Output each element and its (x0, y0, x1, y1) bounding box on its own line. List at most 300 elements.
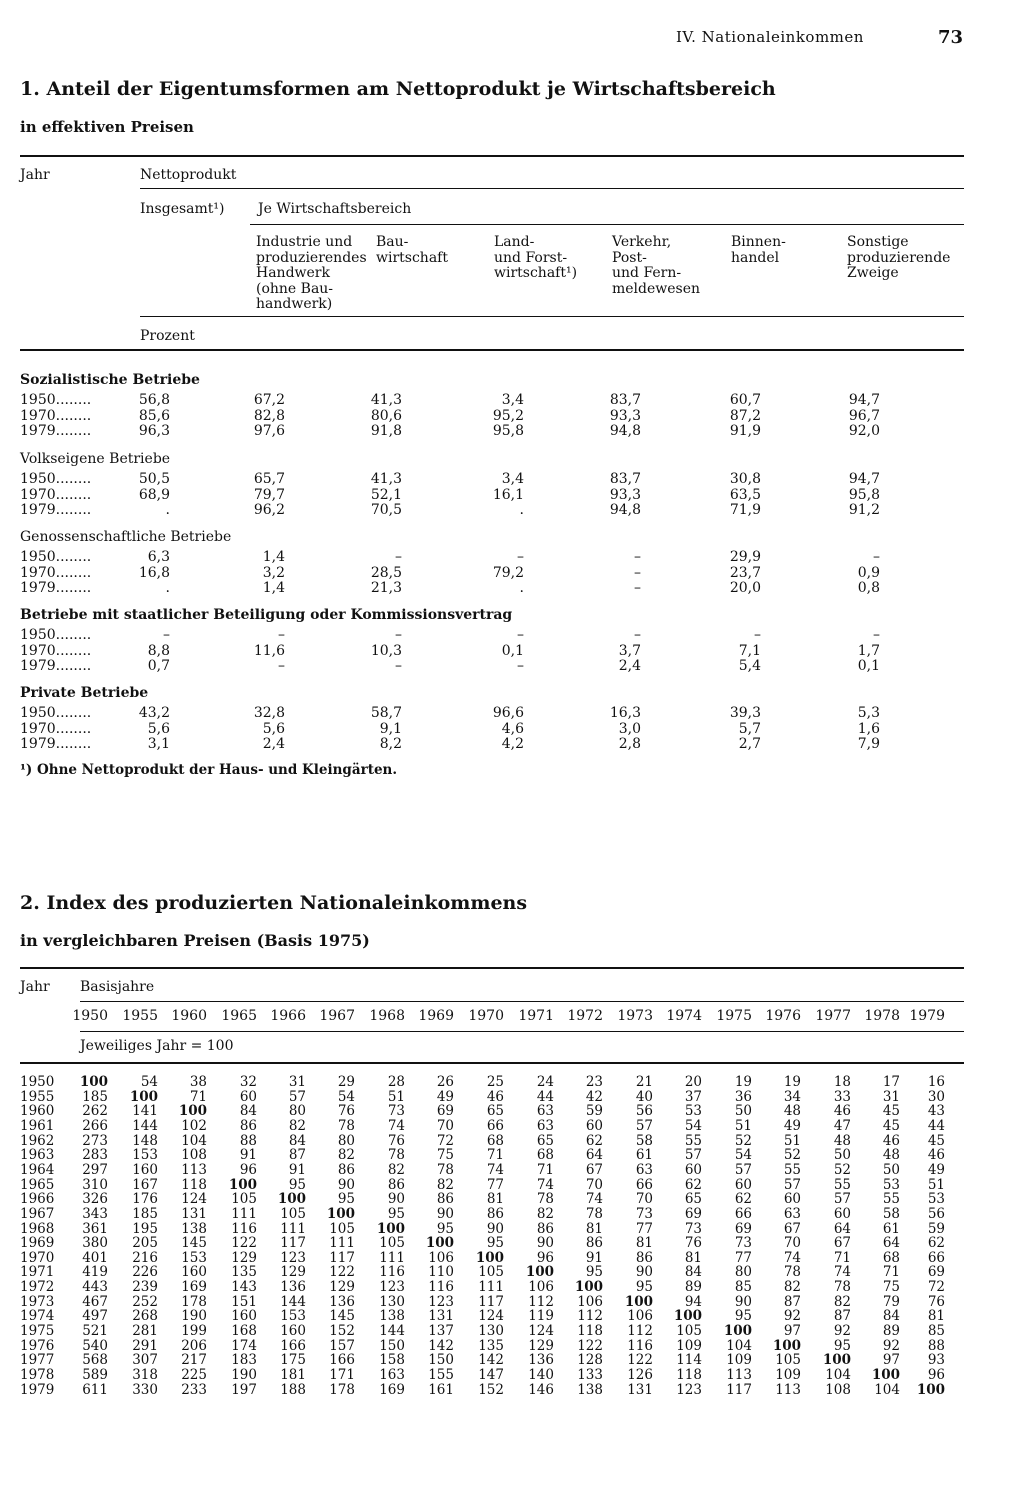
table-cell: 95 (436, 1220, 454, 1237)
table-cell: 69 (684, 1205, 702, 1222)
table1-col-bau: Bau- wirtschaft (376, 234, 448, 266)
row-year-label: 1961 (20, 1117, 55, 1134)
table-cell: 70 (783, 1235, 801, 1252)
table-cell: 75 (436, 1147, 454, 1164)
table-cell: 29,9 (729, 549, 761, 565)
table-cell: 78 (585, 1205, 603, 1222)
table-cell: 77 (486, 1176, 504, 1193)
table-cell: 19 (783, 1074, 801, 1090)
table-cell: 80,6 (370, 407, 402, 424)
row-year-label: 1979........ (20, 423, 92, 439)
table-cell: 41,3 (370, 392, 402, 408)
row-year-label: 1978 (20, 1367, 55, 1383)
table-cell: 105 (379, 1235, 405, 1252)
table-cell: 118 (676, 1367, 702, 1383)
table-cell: 49 (927, 1161, 945, 1178)
table-cell: 108 (181, 1147, 207, 1164)
table-cell: 123 (280, 1249, 306, 1266)
table-cell: 81 (635, 1235, 653, 1252)
table-cell: 273 (82, 1132, 108, 1149)
table-cell: 161 (428, 1381, 454, 1398)
table-cell: 97,6 (253, 423, 285, 439)
table-cell: 266 (82, 1117, 108, 1134)
table-cell: 113 (726, 1367, 752, 1383)
table-cell: 73 (734, 1235, 752, 1252)
table-cell: 90 (387, 1191, 405, 1208)
table1-je-bereich-header: Je Wirtschaftsbereich (258, 201, 412, 217)
table-cell: 188 (280, 1381, 306, 1398)
table-cell: 84 (882, 1308, 900, 1325)
table-cell: 123 (428, 1293, 454, 1310)
table-cell: 131 (181, 1205, 207, 1222)
table-cell: 68 (486, 1132, 504, 1149)
table-cell: 36 (734, 1088, 752, 1105)
table-cell: 64 (833, 1220, 851, 1237)
table-cell: 281 (132, 1323, 158, 1340)
table-cell: 100 (228, 1176, 257, 1193)
table-cell: 63 (783, 1205, 801, 1222)
table-cell: 401 (82, 1249, 108, 1266)
table-cell: . (165, 502, 170, 518)
table-cell: 11,6 (253, 642, 285, 659)
base-year-header: 1974 (666, 1008, 702, 1024)
table-cell: 114 (676, 1352, 702, 1369)
row-year-label: 1972 (20, 1279, 55, 1296)
table-cell: 142 (478, 1352, 504, 1369)
table-cell: 136 (280, 1279, 306, 1296)
table-cell: 105 (329, 1220, 355, 1237)
table-cell: 217 (181, 1352, 207, 1369)
table-cell: 20,0 (729, 580, 761, 596)
table-cell: 124 (528, 1323, 554, 1340)
table-cell: 64 (882, 1235, 900, 1252)
base-year-header: 1972 (567, 1008, 603, 1024)
table-cell: 54 (140, 1074, 158, 1090)
row-year-label: 1970 (20, 1249, 55, 1266)
table-cell: 10,3 (370, 642, 402, 659)
table-cell: 130 (379, 1293, 405, 1310)
table-cell: 95 (585, 1264, 603, 1281)
table-cell: 75 (882, 1279, 900, 1296)
table1-top-rule (20, 155, 964, 157)
table-cell: 84 (288, 1132, 306, 1149)
table-cell: 64 (585, 1147, 603, 1164)
table-cell: 104 (181, 1132, 207, 1149)
table1-col-sonstige: Sonstige produzierende Zweige (847, 234, 951, 281)
table1-col-binnenhandel: Binnen- handel (731, 234, 786, 266)
row-year-label: 1950........ (20, 392, 92, 408)
table-cell: 123 (676, 1381, 702, 1398)
table-cell: 540 (82, 1337, 108, 1354)
table-cell: 53 (882, 1176, 900, 1193)
table-cell: 1,4 (262, 549, 285, 565)
table-cell: 97 (783, 1323, 801, 1340)
table-cell: 111 (379, 1249, 405, 1266)
table-cell: 100 (871, 1367, 900, 1383)
table-cell: 138 (577, 1381, 603, 1398)
table-cell: 95 (734, 1308, 752, 1325)
table-cell: 116 (379, 1264, 405, 1281)
table-cell: 153 (181, 1249, 207, 1266)
base-year-header: 1960 (171, 1008, 207, 1024)
row-year-label: 1977 (20, 1352, 55, 1369)
table-cell: 0,9 (857, 564, 880, 581)
table-cell: 51 (783, 1132, 801, 1149)
table-cell: 16,3 (609, 705, 641, 721)
table-cell: 118 (181, 1176, 207, 1193)
table-cell: 5,6 (262, 720, 285, 737)
table-cell: 74 (833, 1264, 851, 1281)
table-cell: 166 (329, 1352, 355, 1369)
table-cell: 105 (231, 1191, 257, 1208)
table-cell: 1,4 (262, 580, 285, 596)
table-cell: 100 (425, 1235, 454, 1252)
table-cell: 239 (132, 1279, 158, 1296)
row-year-label: 1969 (20, 1235, 55, 1252)
row-year-label: 1962 (20, 1132, 55, 1149)
table-cell: 326 (82, 1191, 108, 1208)
table-cell: 70,5 (370, 502, 402, 518)
base-year-header: 1969 (418, 1008, 454, 1024)
table-cell: 138 (181, 1220, 207, 1237)
table-cell: 85,6 (138, 407, 170, 424)
table-cell: 81 (684, 1249, 702, 1266)
table-cell: 167 (132, 1176, 158, 1193)
table-cell: 95 (337, 1191, 355, 1208)
table-cell: 94,7 (848, 392, 880, 408)
base-year-header: 1970 (468, 1008, 504, 1024)
table-cell: 55 (684, 1132, 702, 1149)
table2-rule-years (80, 1031, 964, 1032)
table-cell: 318 (132, 1367, 158, 1383)
table-cell: 57 (684, 1147, 702, 1164)
row-year-label: 1965 (20, 1176, 55, 1193)
row-year-label: 1963 (20, 1147, 55, 1164)
table-cell: 8,2 (379, 736, 402, 752)
table-cell: 74 (387, 1117, 405, 1134)
table-cell: 128 (577, 1352, 603, 1369)
table-cell: 78 (783, 1264, 801, 1281)
table-cell: 100 (326, 1205, 355, 1222)
table-cell: 82 (387, 1161, 405, 1178)
table-cell: 48 (783, 1103, 801, 1120)
table-cell: 90 (486, 1220, 504, 1237)
table-cell: 66 (635, 1176, 653, 1193)
table-cell: 129 (329, 1279, 355, 1296)
table-cell: 89 (684, 1279, 702, 1296)
table-cell: 131 (627, 1381, 653, 1398)
table-cell: 96 (239, 1161, 257, 1178)
table-cell: 32 (239, 1074, 257, 1090)
table-cell: 50,5 (138, 471, 170, 487)
table-cell: 83,7 (609, 392, 641, 408)
table-cell: 111 (280, 1220, 306, 1237)
table-cell: 1,7 (857, 642, 880, 659)
table-cell: 16,1 (492, 486, 524, 503)
table-cell: 117 (478, 1293, 504, 1310)
table-cell: 152 (329, 1323, 355, 1340)
table1-insgesamt-header: Insgesamt¹) (140, 201, 225, 217)
table-cell: 69 (927, 1264, 945, 1281)
table-cell: 140 (528, 1367, 554, 1383)
table-cell: 216 (132, 1249, 158, 1266)
row-year-label: 1955 (20, 1088, 55, 1105)
table-cell: 151 (231, 1293, 257, 1310)
table-cell: 52 (783, 1147, 801, 1164)
table2-basisjahre-header: Basisjahre (80, 979, 155, 995)
group-heading: Betriebe mit staatlicher Beteiligung oder Kommissionsvertrag (20, 607, 513, 623)
table-cell: 65 (536, 1132, 554, 1149)
table-cell: 33 (833, 1088, 851, 1105)
table-cell: 62 (734, 1191, 752, 1208)
table-cell: 100 (916, 1381, 945, 1398)
table-cell: 3,4 (501, 471, 524, 487)
table-cell: 110 (428, 1264, 454, 1281)
table-cell: 148 (132, 1132, 158, 1149)
table1-rule-unit (140, 316, 964, 317)
table-cell: 113 (775, 1381, 801, 1398)
table-cell: 163 (379, 1367, 405, 1383)
table-cell: 21 (635, 1074, 653, 1090)
table-cell: 117 (726, 1381, 752, 1398)
row-year-label: 1975 (20, 1323, 55, 1340)
table-cell: 86 (436, 1191, 454, 1208)
base-year-header: 1950 (72, 1008, 108, 1024)
table-cell: 111 (231, 1205, 257, 1222)
table-cell: 81 (585, 1220, 603, 1237)
row-year-label: 1970........ (20, 564, 92, 581)
table-cell: 63 (635, 1161, 653, 1178)
table-cell: 113 (181, 1161, 207, 1178)
table-cell: 50 (833, 1147, 851, 1164)
group-heading: Volkseigene Betriebe (20, 451, 171, 467)
table-cell: 93 (927, 1352, 945, 1369)
table-cell: 91,8 (370, 423, 402, 439)
table-cell: 5,6 (147, 720, 170, 737)
table-cell: 23,7 (729, 564, 761, 581)
table-cell: 84 (684, 1264, 702, 1281)
table-cell: 106 (428, 1249, 454, 1266)
table-cell: 45 (927, 1132, 945, 1149)
table-cell: 25 (486, 1074, 504, 1090)
table-cell: 252 (132, 1293, 158, 1310)
table-cell: 51 (387, 1088, 405, 1105)
table-cell: 4,6 (501, 720, 524, 737)
table-cell: 45 (882, 1117, 900, 1134)
row-year-label: 1974 (20, 1308, 55, 1325)
table-cell: 2,7 (738, 736, 761, 752)
table-cell: 123 (379, 1279, 405, 1296)
table-cell: 72 (436, 1132, 454, 1149)
table-cell: 50 (882, 1161, 900, 1178)
table-cell: 3,2 (262, 564, 285, 581)
table-cell: – (873, 549, 880, 565)
table-cell: 67,2 (253, 392, 285, 408)
table-cell: 100 (574, 1279, 603, 1296)
page-number: 73 (938, 27, 964, 48)
table-cell: 0,8 (857, 580, 880, 596)
table-cell: 21,3 (370, 580, 402, 596)
table-cell: 65 (486, 1103, 504, 1120)
table-cell: 60 (684, 1161, 702, 1178)
table-cell: 129 (280, 1264, 306, 1281)
table-cell: 96,6 (492, 705, 524, 721)
table-cell: 81 (486, 1191, 504, 1208)
table1-col-industrie: Industrie und produzierendes Handwerk (ohne Bau- handwerk) (256, 234, 367, 312)
table-cell: 52,1 (370, 486, 402, 503)
table-cell: 8,8 (147, 642, 170, 659)
table-cell: 55 (783, 1161, 801, 1178)
table-cell: 96 (536, 1249, 554, 1266)
table-cell: 76 (684, 1235, 702, 1252)
table-cell: 109 (775, 1367, 801, 1383)
table1-subtitle: in effektiven Preisen (20, 118, 194, 136)
table-cell: 467 (82, 1293, 108, 1310)
table-cell: 176 (132, 1191, 158, 1208)
table-cell: 47 (833, 1117, 851, 1134)
table-cell: 197 (231, 1381, 257, 1398)
table-cell: 68 (882, 1249, 900, 1266)
table-cell: 190 (181, 1308, 207, 1325)
table-cell: 109 (676, 1337, 702, 1354)
table-cell: . (519, 502, 524, 518)
table-cell: 497 (82, 1308, 108, 1325)
table-cell: 78 (337, 1117, 355, 1134)
table-cell: 330 (132, 1381, 158, 1398)
table-cell: 100 (376, 1220, 405, 1237)
table-cell: 122 (627, 1352, 653, 1369)
table-cell: 100 (723, 1323, 752, 1340)
table-cell: 68 (536, 1147, 554, 1164)
table-cell: 46 (486, 1088, 504, 1105)
table-cell: 171 (329, 1367, 355, 1383)
table-cell: 205 (132, 1235, 158, 1252)
table-cell: 95 (486, 1235, 504, 1252)
table-cell: 52 (833, 1161, 851, 1178)
row-year-label: 1960 (20, 1103, 55, 1120)
table-cell: . (519, 580, 524, 596)
table-cell: 48 (882, 1147, 900, 1164)
table-cell: 82 (337, 1147, 355, 1164)
table-cell: 55 (882, 1191, 900, 1208)
table-cell: 152 (478, 1381, 504, 1398)
table-cell: 150 (428, 1352, 454, 1369)
table-cell: 62 (585, 1132, 603, 1149)
table-cell: 343 (82, 1205, 108, 1222)
row-year-label: 1979........ (20, 580, 92, 596)
table-cell: 93,3 (609, 407, 641, 424)
table-cell: 2,8 (618, 736, 641, 752)
table-cell: 59 (927, 1220, 945, 1237)
table2-rule-basisjahre (80, 1001, 964, 1002)
table-cell: 79,7 (253, 486, 285, 503)
table-cell: 166 (280, 1337, 306, 1354)
table-cell: 130 (478, 1323, 504, 1340)
table-cell: 28,5 (370, 564, 402, 581)
table-cell: – (634, 564, 641, 581)
table-cell: 49 (783, 1117, 801, 1134)
table-cell: 195 (132, 1220, 158, 1237)
table-cell: 95 (833, 1337, 851, 1354)
table-cell: 129 (231, 1249, 257, 1266)
table-cell: 69 (436, 1103, 454, 1120)
table-cell: 122 (577, 1337, 603, 1354)
table-cell: 66 (927, 1249, 945, 1266)
table-cell: 91 (239, 1147, 257, 1164)
base-year-header: 1978 (864, 1008, 900, 1024)
table-cell: 46 (833, 1103, 851, 1120)
table-cell: 16 (927, 1074, 945, 1090)
table-cell: 90 (635, 1264, 653, 1281)
table-cell: 82 (436, 1176, 454, 1193)
table-cell: 102 (181, 1117, 207, 1134)
table-cell: 70 (436, 1117, 454, 1134)
table-cell: 71 (536, 1161, 554, 1178)
table-cell: 160 (181, 1264, 207, 1281)
table-cell: 0,1 (501, 642, 524, 659)
table-cell: 106 (577, 1293, 603, 1310)
table-cell: 58 (635, 1132, 653, 1149)
table-cell: 178 (329, 1381, 355, 1398)
table-cell: 28 (387, 1074, 405, 1090)
table-cell: 63 (536, 1117, 554, 1134)
table-cell: 135 (478, 1337, 504, 1354)
table-cell: 68,9 (138, 486, 170, 503)
base-year-header: 1967 (319, 1008, 355, 1024)
table-cell: 129 (528, 1337, 554, 1354)
table-cell: . (165, 580, 170, 596)
base-year-header: 1975 (716, 1008, 752, 1024)
table-cell: 135 (231, 1264, 257, 1281)
table-cell: 29 (337, 1074, 355, 1090)
table-cell: 92 (833, 1323, 851, 1340)
table-cell: 58 (882, 1205, 900, 1222)
table-cell: 23 (585, 1074, 603, 1090)
table-cell: 310 (82, 1176, 108, 1193)
table-cell: 80 (734, 1264, 752, 1281)
table-cell: 95,8 (848, 486, 880, 503)
table-cell: 74 (486, 1161, 504, 1178)
table1-rule-je-bereich (250, 224, 964, 225)
table-cell: 126 (627, 1367, 653, 1383)
table-cell: 137 (428, 1323, 454, 1340)
table-cell: 190 (231, 1367, 257, 1383)
table-cell: 77 (734, 1249, 752, 1266)
table-cell: 119 (528, 1308, 554, 1325)
table-cell: 568 (82, 1352, 108, 1369)
row-year-label: 1979........ (20, 736, 92, 752)
table-cell: 158 (379, 1352, 405, 1369)
table-cell: 30 (927, 1088, 945, 1105)
table-cell: 95 (288, 1176, 306, 1193)
table-cell: 105 (775, 1352, 801, 1369)
table-cell: 63,5 (729, 486, 761, 503)
table-cell: – (395, 627, 402, 643)
table-cell: 112 (577, 1308, 603, 1325)
table-cell: 185 (82, 1088, 108, 1105)
table-cell: 144 (132, 1117, 158, 1134)
table-cell: – (873, 627, 880, 643)
table-cell: 57 (833, 1191, 851, 1208)
table-cell: – (395, 549, 402, 565)
table-cell: 96 (927, 1367, 945, 1383)
table-cell: 57 (288, 1088, 306, 1105)
table-cell: 67 (833, 1235, 851, 1252)
table-cell: 91 (585, 1249, 603, 1266)
table-cell: 71,9 (729, 502, 761, 518)
table-cell: 34 (783, 1088, 801, 1105)
table-cell: 136 (329, 1293, 355, 1310)
